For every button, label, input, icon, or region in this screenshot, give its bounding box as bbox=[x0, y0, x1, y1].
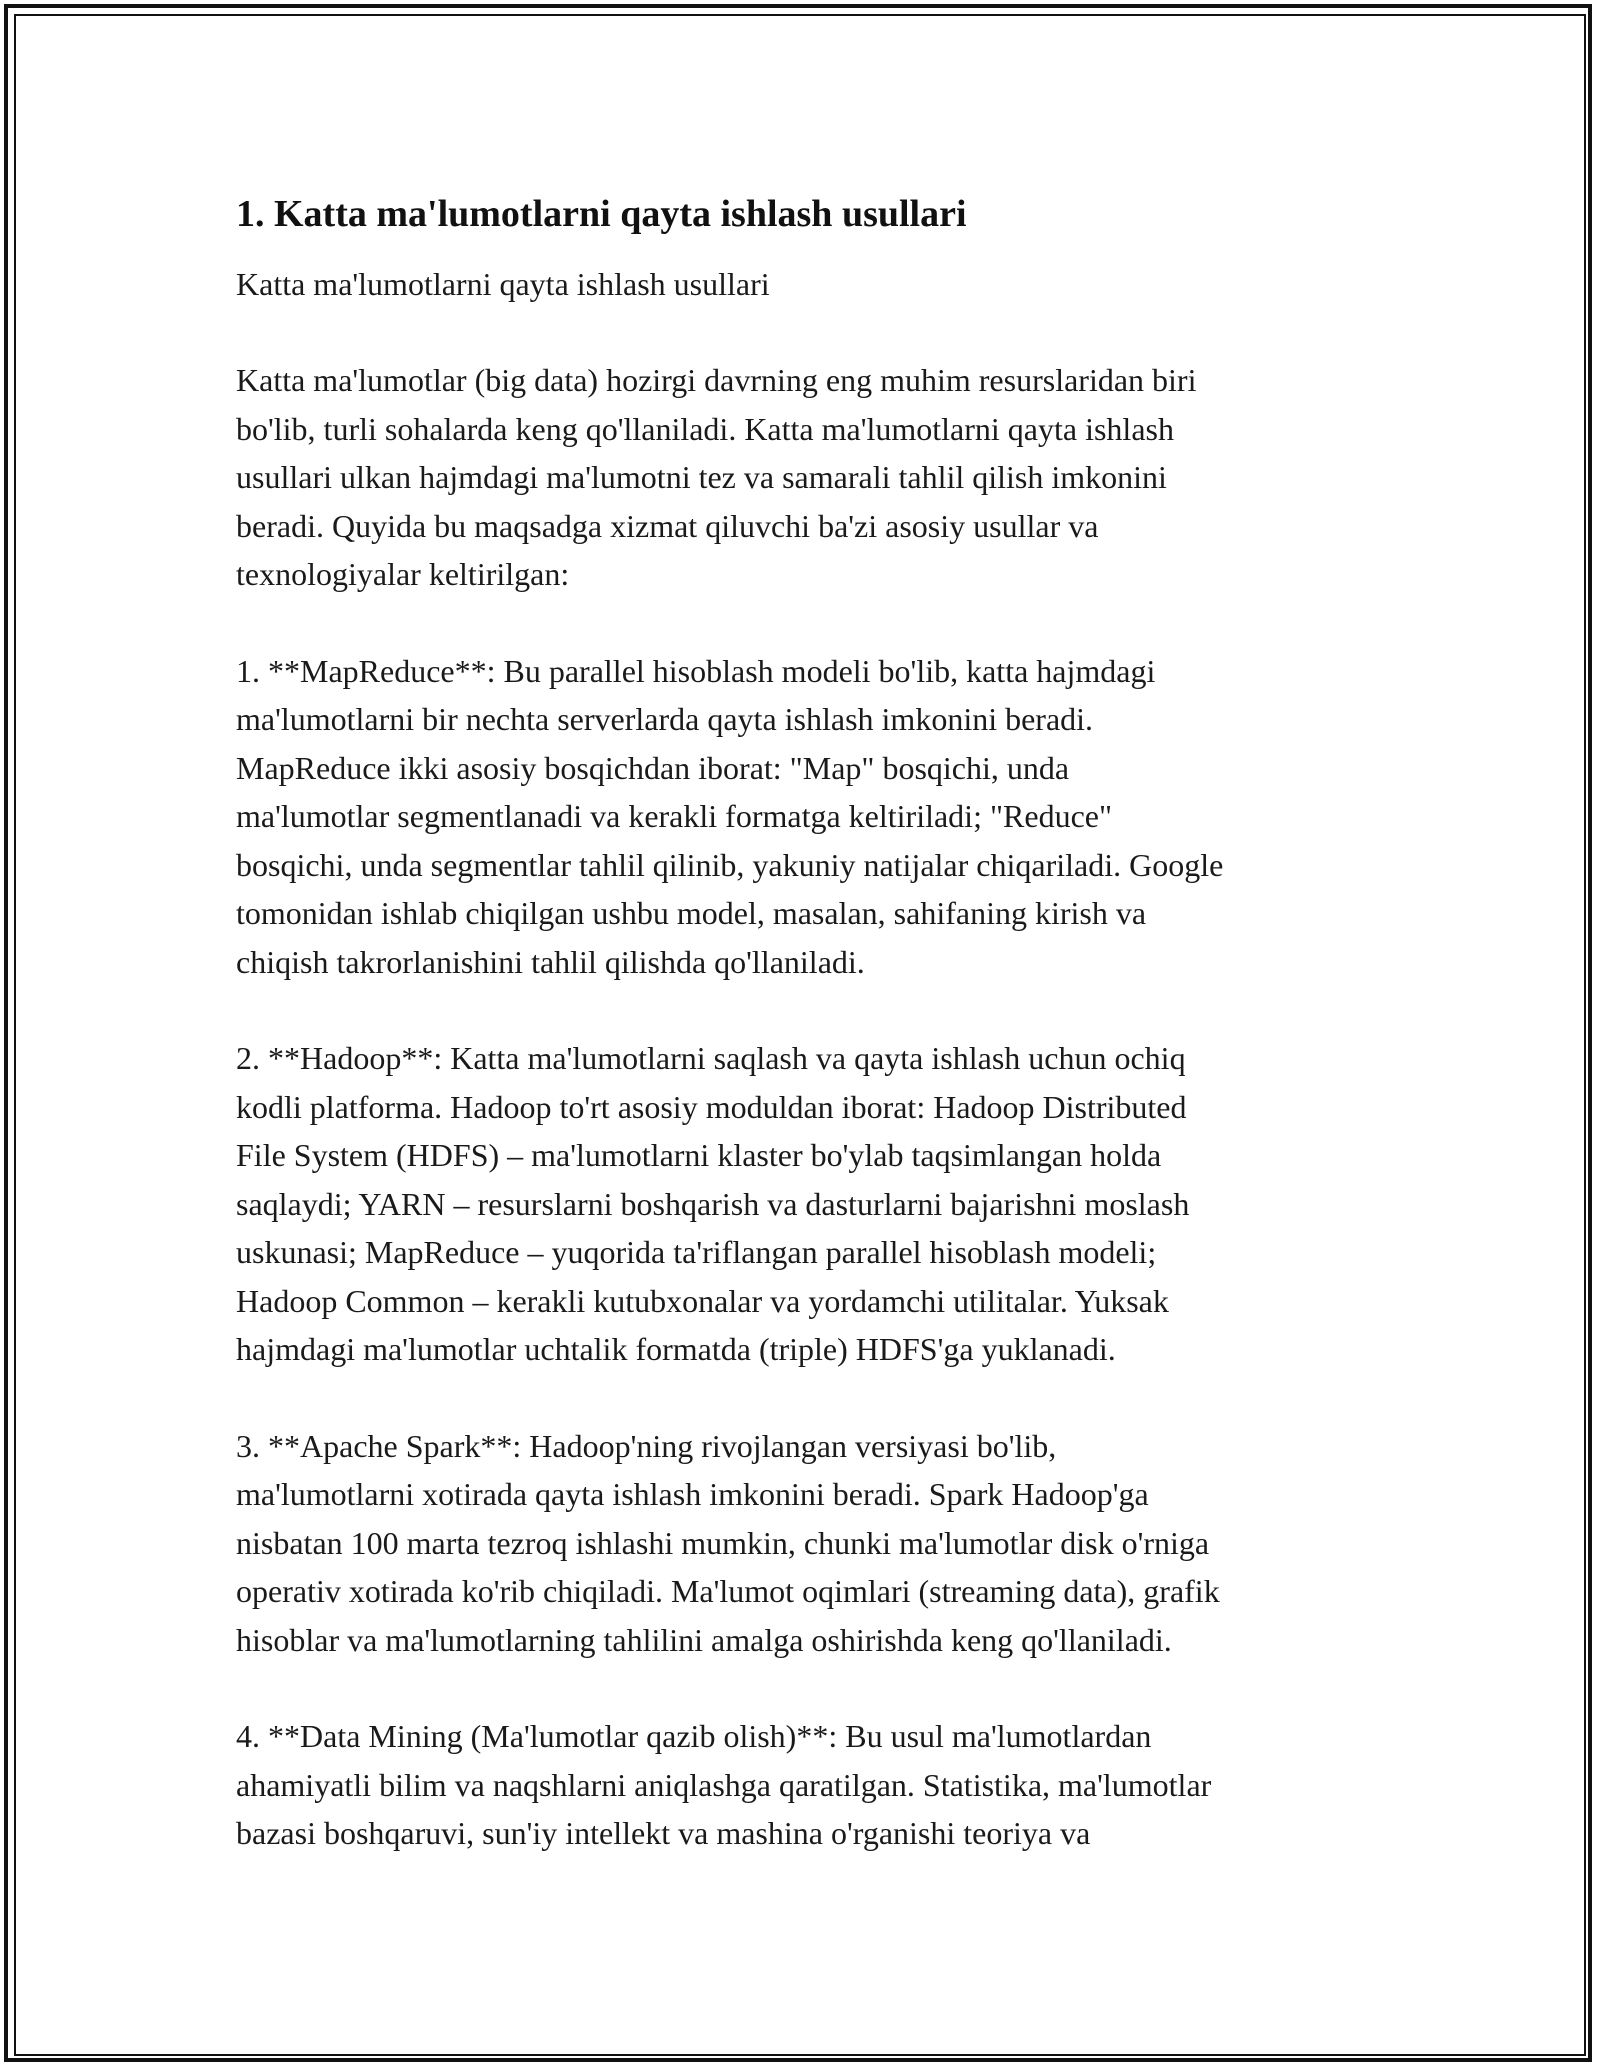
paragraph-intro: Katta ma'lumotlar (big data) hozirgi davrning eng muhim resurslaridan biri bo'lib, turli sohalarda keng qo'llaniladi. Katta ma'lumotlarni qayta ishlash usullari ulkan hajmdagi ma'lumotni tez va samarali tahlil qilish imkonini beradi. Quyida bu maqsadga xizmat qiluvchi ba'zi asosiy usullar va texnologiyalar keltirilgan: bbox=[236, 362, 1197, 592]
document-title: 1. Katta ma'lumotlarni qayta ishlash usullari bbox=[236, 193, 967, 235]
paragraph-apache-spark: 3. **Apache Spark**: Hadoop'ning rivojlangan versiyasi bo'lib, ma'lumotlarni xotirada qayta ishlash imkonini beradi. Spark Hadoop'ga nisbatan 100 marta tezroq ishlashi mumkin, chunki ma'lumotlar disk o'rniga operativ xotirada ko'rib chiqiladi. Ma'lumot oqimlari (streaming data), grafik hisoblar va ma'lumotlarning tahlilini amalga oshirishda keng qo'llaniladi. bbox=[236, 1427, 1220, 1658]
paragraph-mapreduce: 1. **MapReduce**: Bu parallel hisoblash modeli bo'lib, katta hajmdagi ma'lumotlarni bir nechta serverlarda qayta ishlash imkonini beradi. MapReduce ikki asosiy bosqichdan iborat: "Map" bosqichi, unda ma'lumotlar segmentlanadi va kerakli formatga keltiriladi; "Reduce" bosqichi, unda segmentlar tahlil qilinib, yakuniy natijalar chiqariladi. Google tomonidan ishlab chiqilgan ushbu model, masalan, sahifaning kirish va chiqish takrorlanishini tahlil qilishda qo'llaniladi. bbox=[236, 652, 1224, 980]
document-body bbox=[236, 190, 1376, 1858]
document-subtitle: Katta ma'lumotlarni qayta ishlash usullari bbox=[236, 266, 770, 302]
paragraph-hadoop: 2. **Hadoop**: Katta ma'lumotlarni saqlash va qayta ishlash uchun ochiq kodli platforma. Hadoop to'rt asosiy moduldan iborat: Hadoop Distributed File System (HDFS) – ma'lumotlarni klaster bo'ylab taqsimlangan holda saqlaydi; YARN – resurslarni boshqarish va dasturlarni bajarishni moslash uskunasi; MapReduce – yuqorida ta'riflangan parallel hisoblash modeli; Hadoop Common – kerakli kutubxonalar va yordamchi utilitalar. Yuksak hajmdagi ma'lumotlar uchtalik formatda (triple) HDFS'ga yuklanadi. bbox=[236, 1040, 1190, 1367]
paragraph-data-mining: 4. **Data Mining (Ma'lumotlar qazib olish)**: Bu usul ma'lumotlardan ahamiyatli bilim va naqshlarni aniqlashga qaratilgan. Statistika, ma'lumotlar bazasi boshqaruvi, sun'iy intellekt va mashina o'rganishi teoriya va bbox=[236, 1718, 1212, 1851]
